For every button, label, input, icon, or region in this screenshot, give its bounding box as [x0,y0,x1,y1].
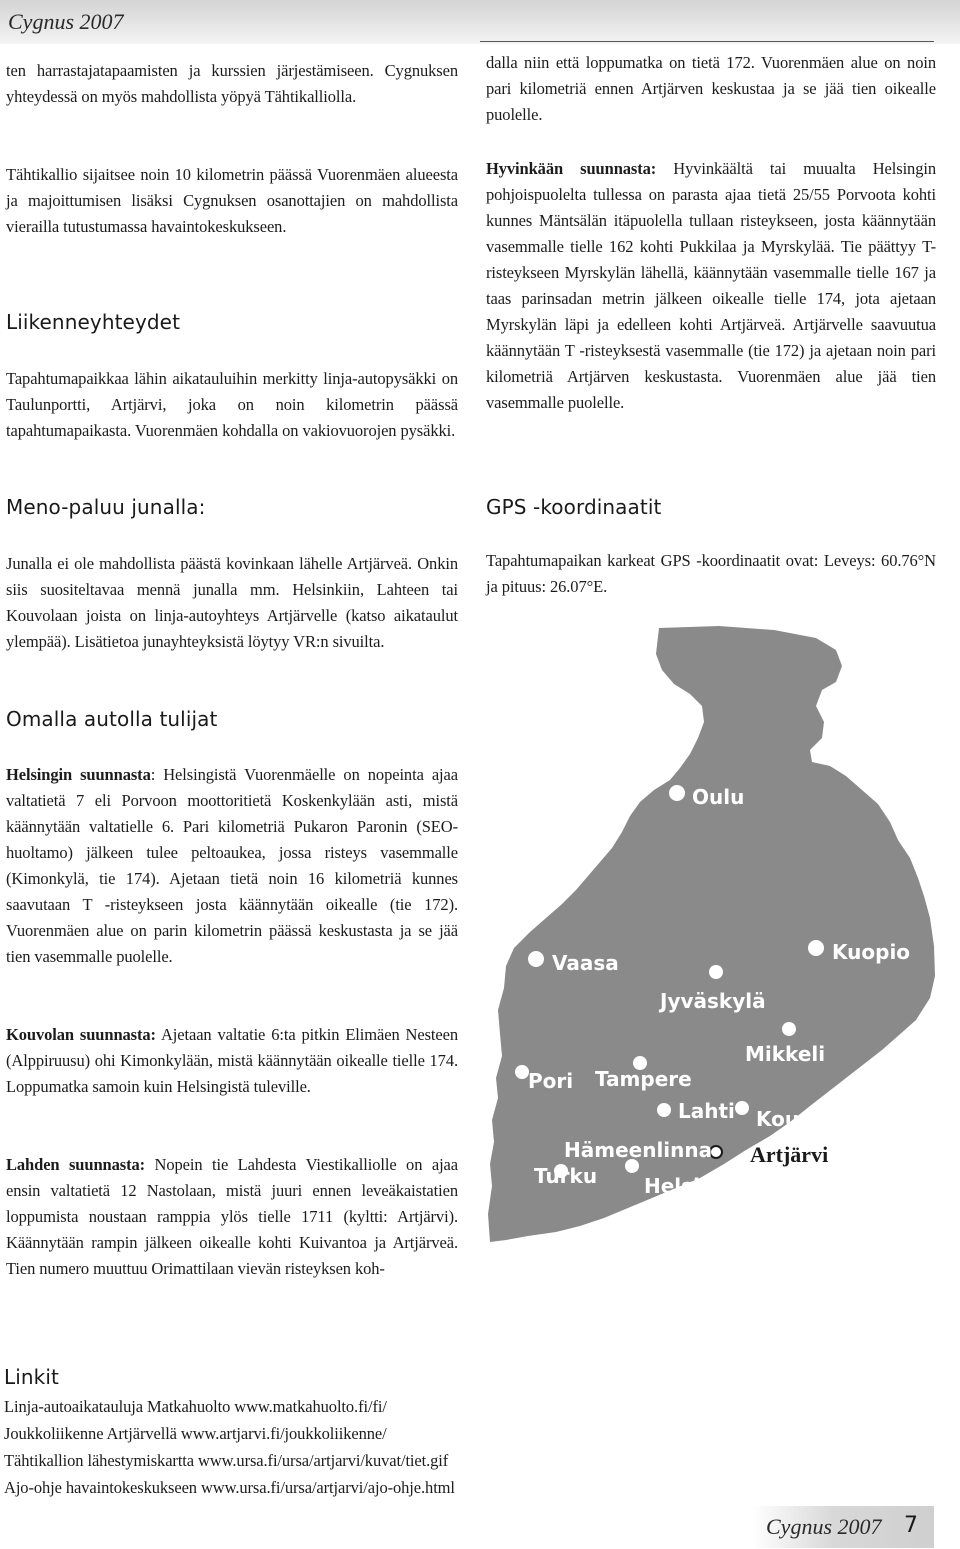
city-label-turku: Turku [534,1164,598,1188]
page-header [0,0,960,44]
kouvola-lead: Kouvolan suunnasta: [6,1025,156,1044]
paragraph-liikenneyhteydet: Tapahtumapaikkaa lähin aikatauluihin merkitty linja-autopysäkki on Taulunportti, Artjärvi, joka on noin kilometrin päässä tapahtumapaikasta. Vuorenmäen kohdalla on vakiovuorojen pysäkki. [6,369,458,440]
city-label-lahti: Lahti [678,1099,735,1123]
link-ajo-ohje[interactable]: Ajo-ohje havaintokeskukseen www.ursa.fi/ursa/artjarvi/ajo-ohje.html [4,1478,455,1497]
city-label-jyvaskyla: Jyväskylä [660,989,766,1013]
header-rule [480,41,934,42]
city-dot-pori [515,1065,529,1079]
helsinki-lead: Helsingin suunnasta [6,765,151,784]
finland-map [484,626,936,1246]
kouvola-text: Ajetaan valtatie 6:ta pitkin Elimäen Nesteen (Alppiruusu) ohi Kimonkylään, mistä käännytään oikealle tielle 174. Loppumatka samoin kuin Helsingistä tuleville. [6,1025,458,1096]
helsinki-text: : Helsingistä Vuorenmäelle on nopeinta ajaa valtatietä 7 eli Porvoon moottoritietä Koskenkylään asti, mistä käännytään valtatielle 6. Pari kilometriä Pukaron Paronin (SEO-huoltamo) jälkeen tulee peltoaukea, jossa risteys vasemmalle (Kimonkylä, tie 174). Ajetaan tietä noin 16 kilometriä kunnes saavutaan T -risteykseen josta käännytään oikealle (tie 172). Vuorenmäen alue on parin kilometrin päässä keskustasta ja se jää tien vasemmalle puolelle. [6,765,458,966]
city-dot-mikkeli [782,1022,796,1036]
city-label-kuopio: Kuopio [832,940,911,964]
lahti-text: Nopein tie Lahdesta Viestikalliolle on ajaa ensin valtatietä 12 Nastolaan, mistä juuri ennen leveäkaistatien loppumista noustaan ramppia ylös tielle 1711 (kyltti: Artjärvi). Käännytään rampin jälkeen oikealle kohti Kuivantoa ja Artjärveä. Tien numero muuttuu Orimattilaan vievän risteyksen koh- [6,1155,458,1278]
heading-gps: GPS -koordinaatit [486,495,662,519]
paragraph-hyvinkaa [486,156,936,416]
link-matkahuolto[interactable]: Linja-autoaikatauluja Matkahuolto www.matkahuolto.fi/fi/ [4,1397,387,1416]
city-dot-kouvola [735,1101,749,1115]
heading-omalla-autolla: Omalla autolla tulijat [6,707,218,731]
city-label-vaasa: Vaasa [552,951,619,975]
paragraph-kouvola [6,1022,458,1100]
footer-title: Cygnus 2007 [766,1514,882,1539]
paragraph-helsinki [6,762,458,970]
paragraph-tahtikallio: Tähtikallio sijaitsee noin 10 kilometrin päässä Vuorenmäen alueesta ja majoittumisen lisäksi Cygnuksen osanottajien on mahdollista vierailla tutustumassa havaintokeskukseen. [6,165,458,236]
heading-meno-paluu: Meno-paluu junalla: [6,495,206,519]
paragraph-intro: ten harrastajatapaamisten ja kurssien järjestämiseen. Cygnuksen yhteydessä on myös mahdollista yöpyä Tähtikalliolla. [6,61,458,106]
city-label-pori: Pori [528,1069,574,1093]
hyvinkaa-lead: Hyvinkään suunnasta: [486,159,657,178]
city-dot-kuopio [808,940,824,956]
hyvinkaa-text: Hyvinkäältä tai muualta Helsingin pohjoispuolelta tullessa on parasta ajaa tietä 25/55 Porvoota kohti kunnes Mäntsälän itäpuolella tullaan risteykseen, josta käännytään vasemmalle tielle 162 kohti Pukkilaa ja Myrskylää. Tie päättyy T-risteykseen Myrskylän lähellä, käännytään vasemmalle tielle 167 ja taas parinsadan metrin jälkeen oikealle tielle 174, jota ajetaan Myrskylän läpi ja edelleen kohti Artjärveä. Artjärvelle saavuutua käännytään T -risteyksestä vasemmalle (tie 172) ja ajetaan noin pari kilometriä Artjärven keskustasta. Vuorenmäen alue jää tien vasemmalle puolelle. [486,159,936,412]
city-label-tampere: Tampere [595,1067,692,1091]
city-label-mikkeli: Mikkeli [745,1042,826,1066]
paragraph-lahti [6,1152,458,1282]
city-label-helsinki: Helsinki [644,1174,735,1198]
lahti-lead: Lahden suunnasta: [6,1155,146,1174]
city-label-oulu: Oulu [692,785,745,809]
paragraph-gps: Tapahtumapaikan karkeat GPS -koordinaatit ovat: Leveys: 60.76°N ja pituus: 26.07°E. [486,551,936,596]
paragraph-junalla: Junalla ei ole mahdollista päästä kovinkaan lähelle Artjärveä. Onkin siis suositeltavaa mennä junalla mm. Helsinkiin, Lahteen tai Kouvolaan joista on linja-autoyhteys Artjärvelle (katso aikataulut ylempää). Lisätietoa junayhteyksistä löytyy VR:n sivuilta. [6,554,458,651]
city-label-artjarvi: Artjärvi [750,1142,829,1167]
city-dot-jyvaskyla [709,965,723,979]
page-footer [752,1506,934,1548]
finland-map-svg [484,626,936,1246]
link-lahestymiskartta[interactable]: Tähtikallion lähestymiskartta www.ursa.fi/ursa/artjarvi/kuvat/tiet.gif [4,1451,449,1470]
link-joukkoliikenne[interactable]: Joukkoliikenne Artjärvellä www.artjarvi.fi/joukkoliikenne/ [4,1424,387,1443]
city-dot-vaasa [528,951,544,967]
city-label-kouvola: Kouvola [756,1107,847,1131]
heading-liikenneyhteydet: Liikenneyhteydet [6,310,181,334]
city-dot-lahti [657,1103,671,1117]
links-section [4,1365,704,1501]
city-dot-oulu [669,785,685,801]
paragraph-lahti-continued: dalla niin että loppumatka on tietä 172. Vuorenmäen alue on noin pari kilometriä ennen Artjärven keskustaa ja se jää tien oikealle puolelle. [486,53,936,124]
header-title: Cygnus 2007 [8,9,124,34]
heading-linkit: Linkit [4,1365,59,1389]
city-label-hameenlinna: Hämeenlinna [564,1138,713,1162]
page-number: 7 [904,1513,918,1538]
